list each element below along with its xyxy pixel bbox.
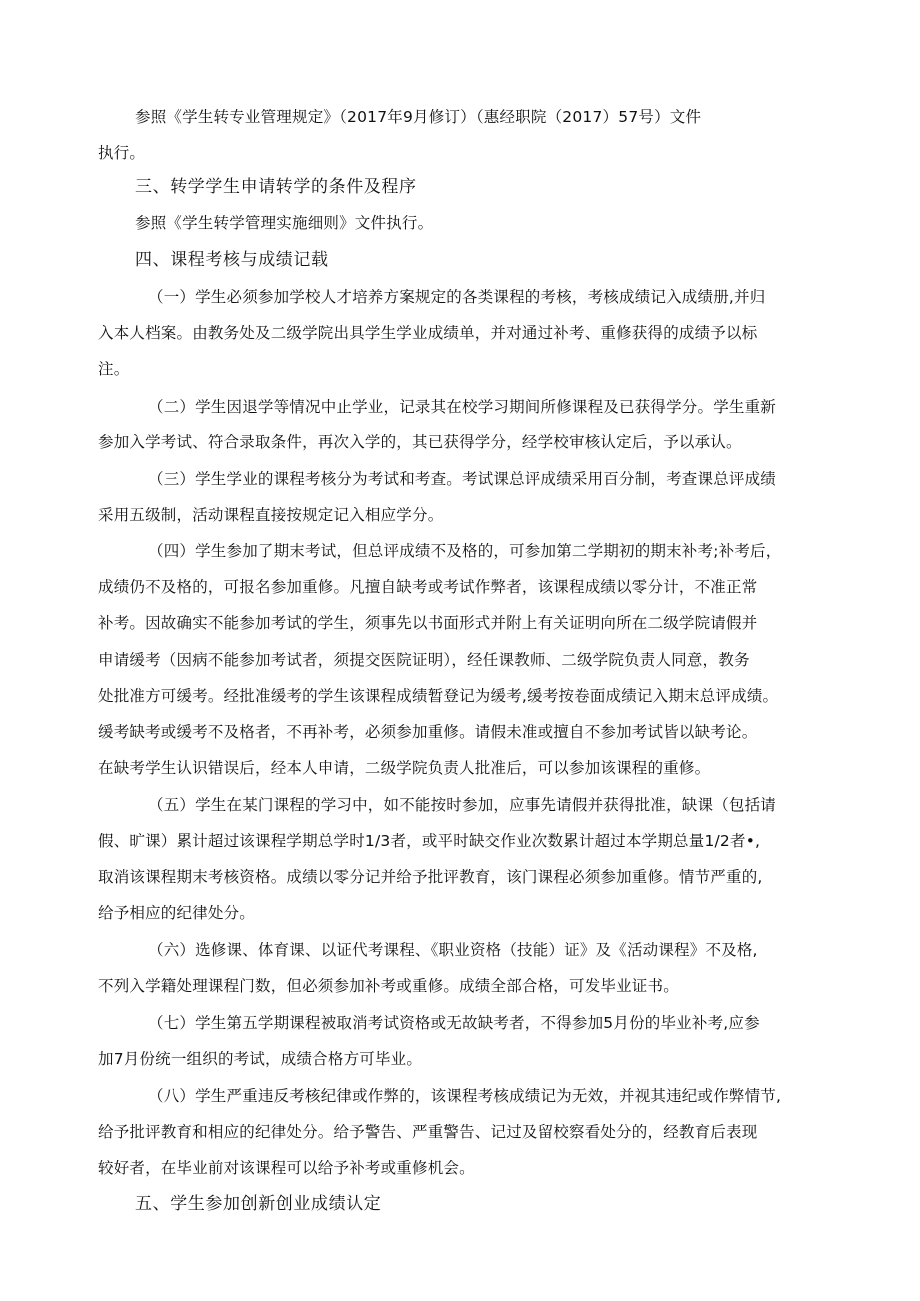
paragraph-line: （八）学生严重违反考核纪律或作弊的，该课程考核成绩记为无效，并视其违纪或作弊情节, (148, 1087, 782, 1105)
section-heading: 三、转学学生申请转学的条件及程序 (135, 177, 417, 197)
section-heading: 五、学生参加创新创业成绩认定 (135, 1194, 382, 1214)
paragraph-line: 假、旷课）累计超过该课程学期总学时1/3者，或平时缺交作业次数累计超过本学期总量1/2者•, (98, 832, 761, 850)
paragraph-line: 给予批评教育和相应的纪律处分。给予警告、严重警告、记过及留校察看处分的，经教育后表现 (98, 1123, 758, 1141)
paragraph-line: 参照《学生转学管理实施细则》文件执行。 (135, 214, 434, 232)
paragraph-line: （五）学生在某门课程的学习中，如不能按时参加，应事先请假并获得批准，缺课（包括请 (148, 796, 777, 814)
paragraph-line: （四）学生参加了期末考试，但总评成绩不及格的，可参加第二学期初的期末补考;补考后， (148, 542, 782, 560)
paragraph-line: 在缺考学生认识错误后，经本人申请，二级学院负责人批准后，可以参加该课程的重修。 (98, 759, 711, 777)
paragraph-line: 较好者，在毕业前对该课程可以给予补考或重修机会。 (98, 1159, 475, 1177)
paragraph-line: 缓考缺考或缓考不及格者，不再补考，必须参加重修。请假未准或擅自不参加考试皆以缺考论。 (98, 723, 758, 741)
section-heading: 四、课程考核与成绩记载 (135, 250, 329, 270)
paragraph-line: 入本人档案。由教务处及二级学院出具学生学业成绩单，并对通过补考、重修获得的成绩予以标 (98, 324, 758, 342)
paragraph-line: 参加入学考试、符合录取条件，再次入学的，其已获得学分，经学校审核认定后，予以承认。 (98, 433, 742, 451)
paragraph-line: （三）学生学业的课程考核分为考试和考查。考试课总评成绩采用百分制，考查课总评成绩 (148, 470, 777, 488)
paragraph-line: （一）学生必须参加学校人才培养方案规定的各类课程的考核，考核成绩记入成绩册,并归 (148, 288, 766, 306)
paragraph-line: 成绩仍不及格的，可报名参加重修。凡擅自缺考或考试作弊者，该课程成绩以零分计，不准正常 (98, 578, 758, 596)
paragraph-line: （七）学生第五学期课程被取消考试资格或无故缺考者，不得参加5月份的毕业补考,应参 (148, 1014, 760, 1032)
paragraph-line: 采用五级制，活动课程直接按规定记入相应学分。 (98, 506, 444, 524)
paragraph-line: 注。 (98, 360, 130, 378)
paragraph-line: 参照《学生转专业管理规定》（2017年9月修订）（惠经职院（2017）57号）文件 (135, 108, 702, 126)
paragraph-line: 处批准方可缓考。经批准缓考的学生该课程成绩暂登记为缓考,缓考按卷面成绩记入期末总评成绩。 (98, 687, 779, 705)
paragraph-line: 给予相应的纪律处分。 (98, 904, 256, 922)
paragraph-line: 加7月份统一组织的考试，成绩合格方可毕业。 (98, 1050, 423, 1068)
paragraph-line: 执行。 (98, 144, 146, 162)
paragraph-line: （二）学生因退学等情况中止学业，记录其在校学习期间所修课程及已获得学分。学生重新 (148, 398, 777, 416)
paragraph-line: 补考。因故确实不能参加考试的学生，须事先以书面形式并附上有关证明向所在二级学院请假并 (98, 614, 758, 632)
paragraph-line: 申请缓考（因病不能参加考试者，须提交医院证明），经任课教师、二级学院负责人同意，教务 (98, 651, 750, 669)
paragraph-line: 不列入学籍处理课程门数，但必须参加补考或重修。成绩全部合格，可发毕业证书。 (98, 977, 679, 995)
paragraph-line: 取消该课程期末考核资格。成绩以零分记并给予批评教育，该门课程必须参加重修。情节严重的, (98, 868, 763, 886)
paragraph-line: （六）选修课、体育课、以证代考课程、《职业资格（技能）证》及《活动课程》不及格, (148, 941, 758, 959)
